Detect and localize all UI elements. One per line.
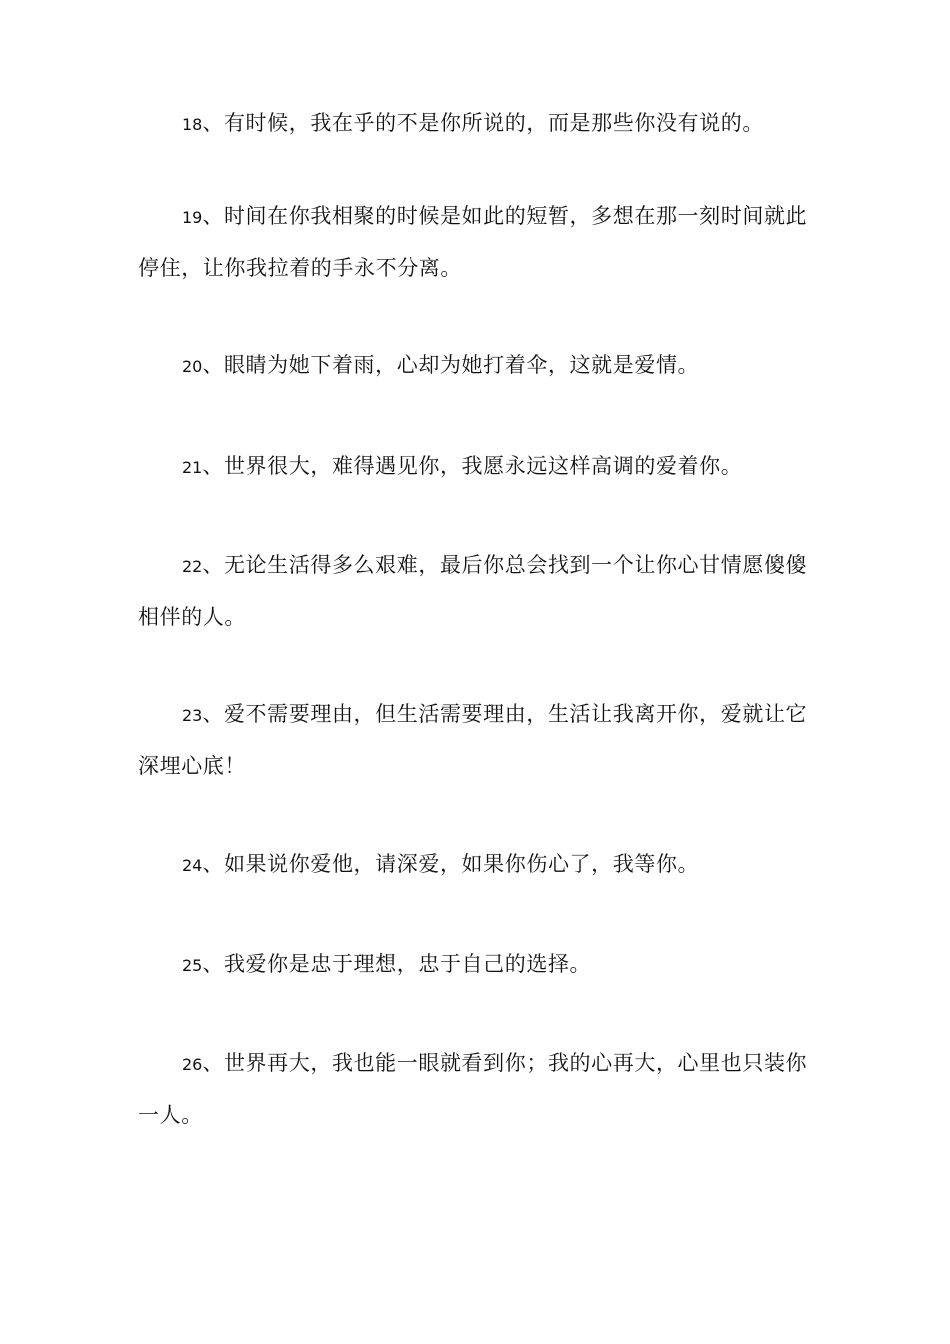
paragraph-18 xyxy=(138,98,810,150)
paragraph-23 xyxy=(138,689,810,791)
paragraph-20 xyxy=(138,340,810,392)
item-text: 、时间在你我相聚的时候是如此的短暂，多想在那一刻时间就此停住，让你我拉着的手永不分离。 xyxy=(138,204,808,280)
item-text: 、眼睛为她下着雨，心却为她打着伞，这就是爱情。 xyxy=(202,353,700,377)
item-number: 26 xyxy=(182,1055,203,1074)
paragraph-21 xyxy=(138,441,810,493)
paragraph-26 xyxy=(138,1038,810,1140)
item-number: 22 xyxy=(182,557,203,576)
paragraph-24 xyxy=(138,839,810,891)
item-number: 21 xyxy=(182,458,203,477)
item-text: 、如果说你爱他，请深爱，如果你伤心了，我等你。 xyxy=(202,852,700,876)
item-number: 24 xyxy=(182,856,203,875)
item-text: 、无论生活得多么艰难，最后你总会找到一个让你心甘情愿傻傻相伴的人。 xyxy=(138,553,808,629)
item-number: 20 xyxy=(182,357,203,376)
item-text: 、世界再大，我也能一眼就看到你；我的心再大，心里也只装你一人。 xyxy=(138,1051,808,1127)
item-text: 、爱不需要理由，但生活需要理由，生活让我离开你，爱就让它深埋心底！ xyxy=(138,702,808,778)
item-text: 、我爱你是忠于理想，忠于自己的选择。 xyxy=(202,952,592,976)
item-number: 18 xyxy=(182,115,203,134)
item-number: 25 xyxy=(182,956,203,975)
item-number: 19 xyxy=(182,208,203,227)
item-text: 、有时候，我在乎的不是你所说的，而是那些你没有说的。 xyxy=(202,111,764,135)
paragraph-25 xyxy=(138,939,810,991)
item-number: 23 xyxy=(182,706,203,725)
paragraph-22 xyxy=(138,540,810,642)
paragraph-19 xyxy=(138,191,810,293)
item-text: 、世界很大，难得遇见你，我愿永远这样高调的爱着你。 xyxy=(202,454,743,478)
